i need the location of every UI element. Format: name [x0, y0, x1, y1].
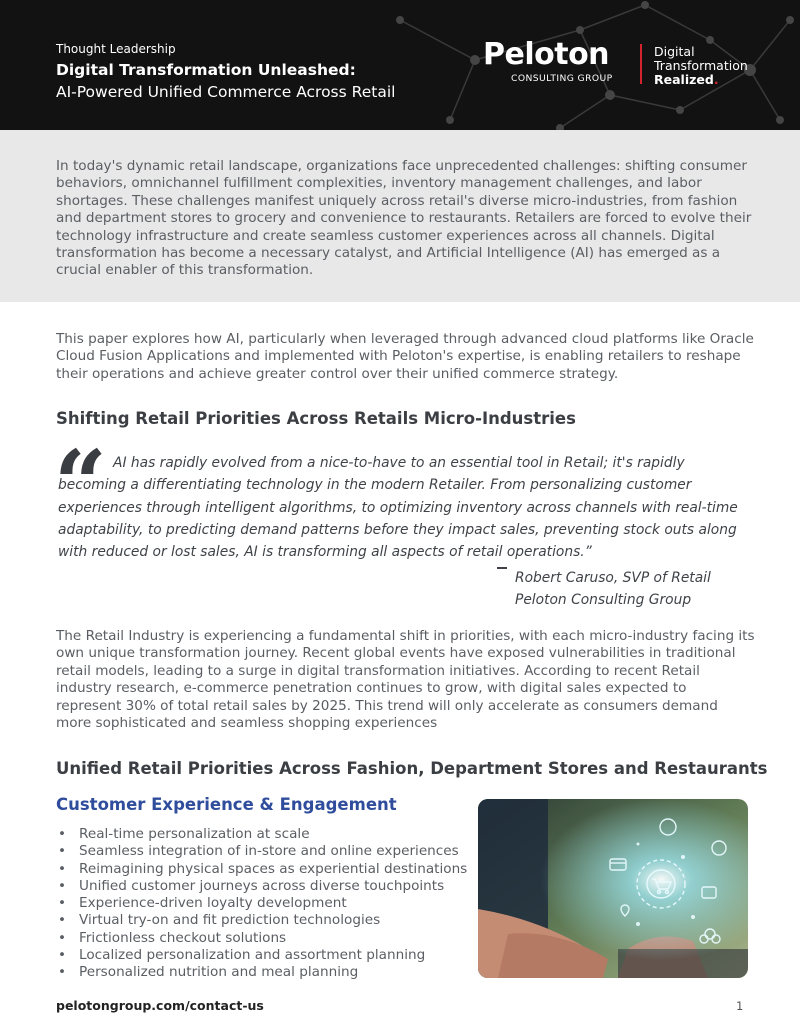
quote-mark-icon: “: [54, 430, 107, 538]
body-paragraph-2: The Retail Industry is experiencing a fundamental shift in priorities, with each micro-industry facing its own unique transformation journey. Recent global events have exposed vulnerabilities in traditional retail models, leading to a surge in digital transformation initiatives. According to recent Retail industry research, e-commerce penetration continues to grow, with digital sales expected to represent 30% of total retail sales by 2025. This trend will only accelerate as consumers demand more sophisticated and seamless shopping experiences: [56, 628, 755, 732]
pull-quote: [58, 452, 748, 563]
intro-paragraph: In today's dynamic retail landscape, organizations face unprecedented challenges: shifting consumer behaviors, omnichannel fulfillment complexities, inventory management challenges, and labor shortages. These challenges manifest uniquely across retail's diverse micro-industries, from fashion and department stores to grocery and convenience to restaurants. Retailers are forced to evolve their technology infrastructure and create seamless customer experiences across all channels. Digital transformation has become a necessary catalyst, and Artificial Intelligence (AI) has emerged as a crucial enabler of this transformation.: [56, 158, 752, 279]
retail-tech-photo: [478, 799, 748, 978]
list-item: • Localized personalization and assortment planning: [56, 947, 466, 964]
intro-section: [0, 130, 800, 302]
body-paragraph-1: This paper explores how AI, particularly when leveraged through advanced cloud platforms like Oracle Cloud Fusion Applications and implemented with Peloton's expertise, is enabling retailers to reshape their operations and achieve greater control over their unified commerce strategy.: [56, 331, 754, 382]
peloton-logo: Peloton: [483, 37, 610, 72]
page-number: 1: [736, 999, 744, 1013]
section-heading-shifting-priorities: Shifting Retail Priorities Across Retails Micro-Industries: [56, 409, 576, 428]
tagline-realized: Realized: [654, 72, 714, 87]
tagline-line-3: [654, 72, 719, 87]
page-subtitle: AI-Powered Unified Commerce Across Retail: [56, 83, 396, 101]
subheading-customer-experience: Customer Experience & Engagement: [56, 795, 397, 814]
list-item: • Unified customer journeys across diverse touchpoints: [56, 878, 466, 895]
quote-company: Peloton Consulting Group: [515, 592, 692, 608]
bullet-list: [56, 826, 466, 982]
list-item: • Personalized nutrition and meal planning: [56, 964, 466, 981]
logo-subtitle: CONSULTING GROUP: [511, 73, 613, 84]
list-item: • Seamless integration of in-store and online experiences: [56, 843, 466, 860]
photo-illustration: [478, 799, 748, 978]
list-item: • Reimagining physical spaces as experiential destinations: [56, 861, 466, 878]
eyebrow-label: Thought Leadership: [56, 42, 176, 56]
list-item: • Real-time personalization at scale: [56, 826, 466, 843]
page-title: Digital Transformation Unleashed:: [56, 61, 356, 79]
list-item: • Virtual try-on and fit prediction technologies: [56, 912, 466, 929]
tagline-line-1: Digital: [654, 44, 695, 59]
quote-attribution-dash: [497, 567, 507, 569]
list-item: • Experience-driven loyalty development: [56, 895, 466, 912]
section-heading-unified-priorities: Unified Retail Priorities Across Fashion, Department Stores and Restaurants: [56, 759, 768, 778]
page-header: [0, 0, 800, 130]
quote-author: Robert Caruso, SVP of Retail: [515, 570, 711, 586]
logo-divider: [640, 44, 642, 84]
pull-quote-text: AI has rapidly evolved from a nice-to-have to an essential tool in Retail; it's rapidly becoming a differentiating technology in the modern Retailer. From personalizing customer experiences through intelligent algorithms, to optimizing inventory across channels with real-time adaptability, to predicting demand patterns before they impact sales, preventing stock outs along with reduced or lost sales, AI is transforming all aspects of retail operations.”: [58, 455, 738, 561]
contact-link[interactable]: pelotongroup.com/contact-us: [56, 998, 264, 1013]
tagline-dot: .: [713, 72, 719, 87]
list-item: • Frictionless checkout solutions: [56, 930, 466, 947]
tagline-line-2: Transformation: [654, 58, 748, 73]
